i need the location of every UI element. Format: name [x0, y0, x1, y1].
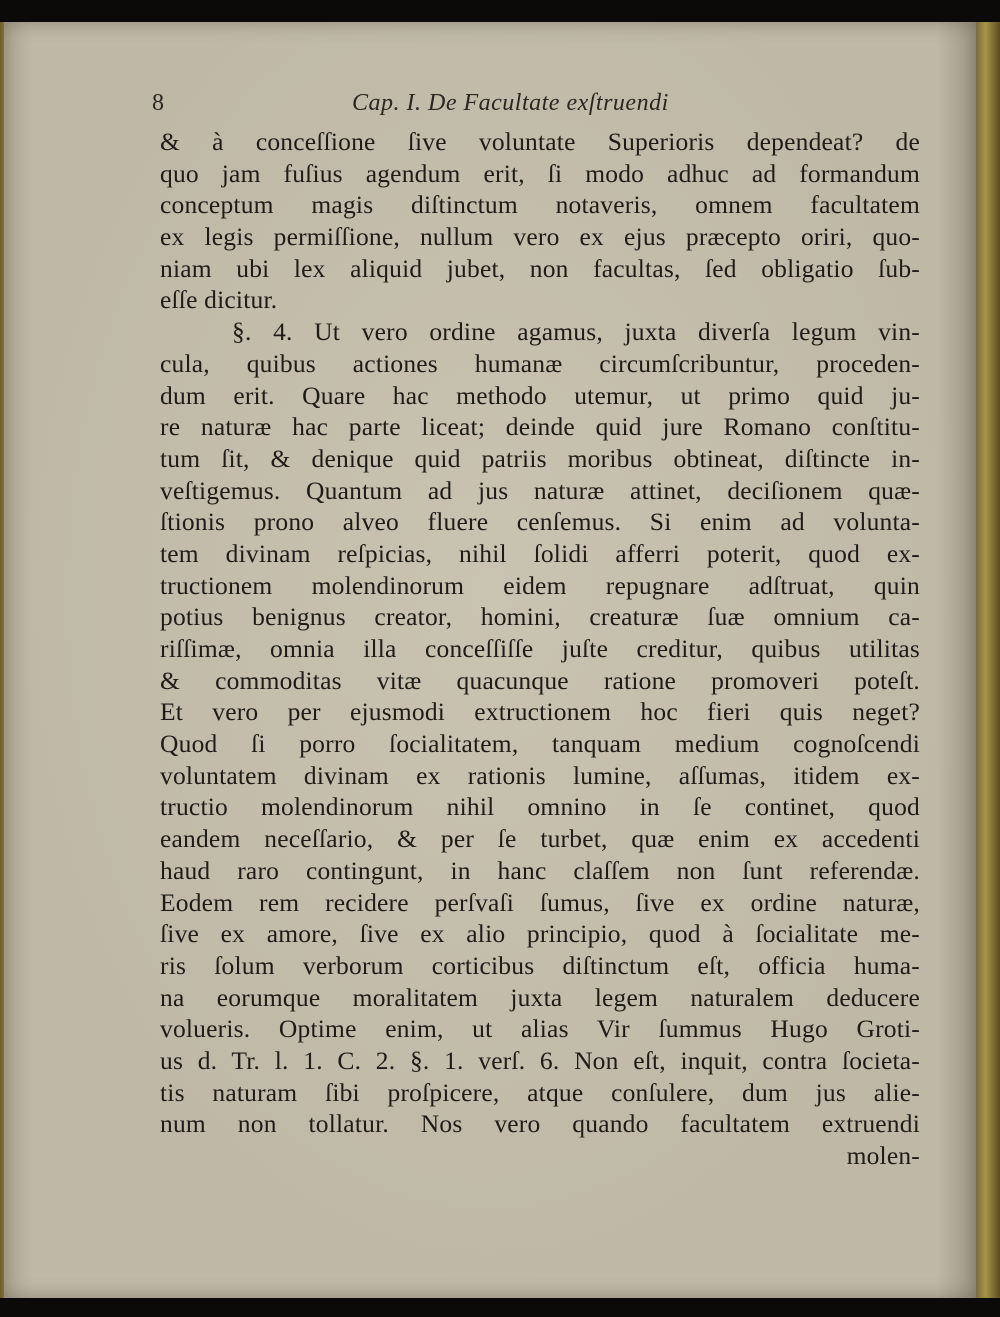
text-line: eſſe dicitur. [160, 285, 278, 315]
text-line: tum ſit, & denique quid patriis moribus obtineat, diſtincte in- [160, 443, 920, 473]
text-line: conceptum magis diſtinctum notaveris, omnem facultatem [160, 190, 920, 220]
text-line: veſtigemus. Quantum ad jus naturæ attinet, deciſionem quæ- [160, 475, 920, 505]
page-header [152, 90, 732, 130]
text-line: Eodem rem recidere perſvaſi ſumus, ſive ex ordine naturæ, [160, 887, 920, 917]
body-text [160, 126, 920, 1172]
text-line: Et vero per ejusmodi extructionem hoc fieri quis neget? [160, 697, 920, 727]
catchword: molen- [846, 1141, 920, 1170]
page-right-edge [976, 22, 1000, 1298]
text-line: ex legis permiſſione, nullum vero ex ejus præcepto oriri, quo- [160, 222, 920, 252]
text-line: na eorumque moralitatem juxta legem naturalem deducere [160, 982, 920, 1012]
text-line: ſtionis prono alveo fluere cenſemus. Si enim ad volunta- [160, 507, 920, 537]
text-line: & à conceſſione ſive voluntate Superioris dependeat? de [160, 127, 920, 156]
text-line: tructionem molendinorum eidem repugnare adſtruat, quin [160, 570, 920, 600]
text-line: potius benignus creator, homini, creaturæ ſuæ omnium ca- [160, 602, 920, 632]
text-line: quo jam fuſius agendum erit, ſi modo adhuc ad formandum [160, 158, 920, 188]
text-line: tis naturam ſibi proſpicere, atque conſulere, dum jus alie- [160, 1077, 920, 1107]
text-line: re naturæ hac parte liceat; deinde quid jure Romano conſtitu- [160, 412, 920, 442]
text-line: us d. Tr. l. 1. C. 2. §. 1. verſ. 6. Non eſt, inquit, contra ſocieta- [160, 1045, 920, 1075]
text-line: tructio molendinorum nihil omnino in ſe continet, quod [160, 792, 920, 822]
text-line: cula, quibus actiones humanæ circumſcribuntur, proceden- [160, 348, 920, 378]
text-line: eandem neceſſario, & per ſe turbet, quæ enim ex accedenti [160, 824, 920, 854]
text-line: ſive ex amore, ſive ex alio principio, quod à ſocialitate me- [160, 919, 920, 949]
text-line: tem divinam reſpicias, nihil ſolidi afferri poterit, quod ex- [160, 538, 920, 568]
page-number: 8 [152, 90, 164, 116]
text-line: riſſimæ, omnia illa conceſſiſſe juſte creditur, quibus utilitas [160, 634, 920, 663]
text-line: num non tollatur. Nos vero quando facultatem extruendi [160, 1109, 920, 1139]
text-line: volueris. Optime enim, ut alias Vir ſummus Hugo Groti- [160, 1014, 920, 1044]
text-line: dum erit. Quare hac methodo utemur, ut primo quid ju- [160, 380, 920, 410]
text-line: niam ubi lex aliquid jubet, non facultas, ſed obligatio ſub- [160, 253, 920, 283]
running-title: Cap. I. De Facultate exſtruendi [352, 90, 669, 116]
text-line: ris ſolum verborum corticibus diſtinctum eſt, officia huma- [160, 950, 920, 980]
text-line: & commoditas vitæ quacunque ratione promoveri poteſt. [160, 665, 920, 695]
text-line: Quod ſi porro ſocialitatem, tanquam medium cognoſcendi [160, 729, 920, 759]
text-line: haud raro contingunt, in hanc claſſem non ſunt referendæ. [160, 855, 920, 885]
paragraph-start-line: §. 4. Ut vero ordine agamus, juxta diverſa legum vin- [232, 317, 920, 347]
text-line: voluntatem divinam ex rationis lumine, aſſumas, itidem ex- [160, 760, 920, 790]
